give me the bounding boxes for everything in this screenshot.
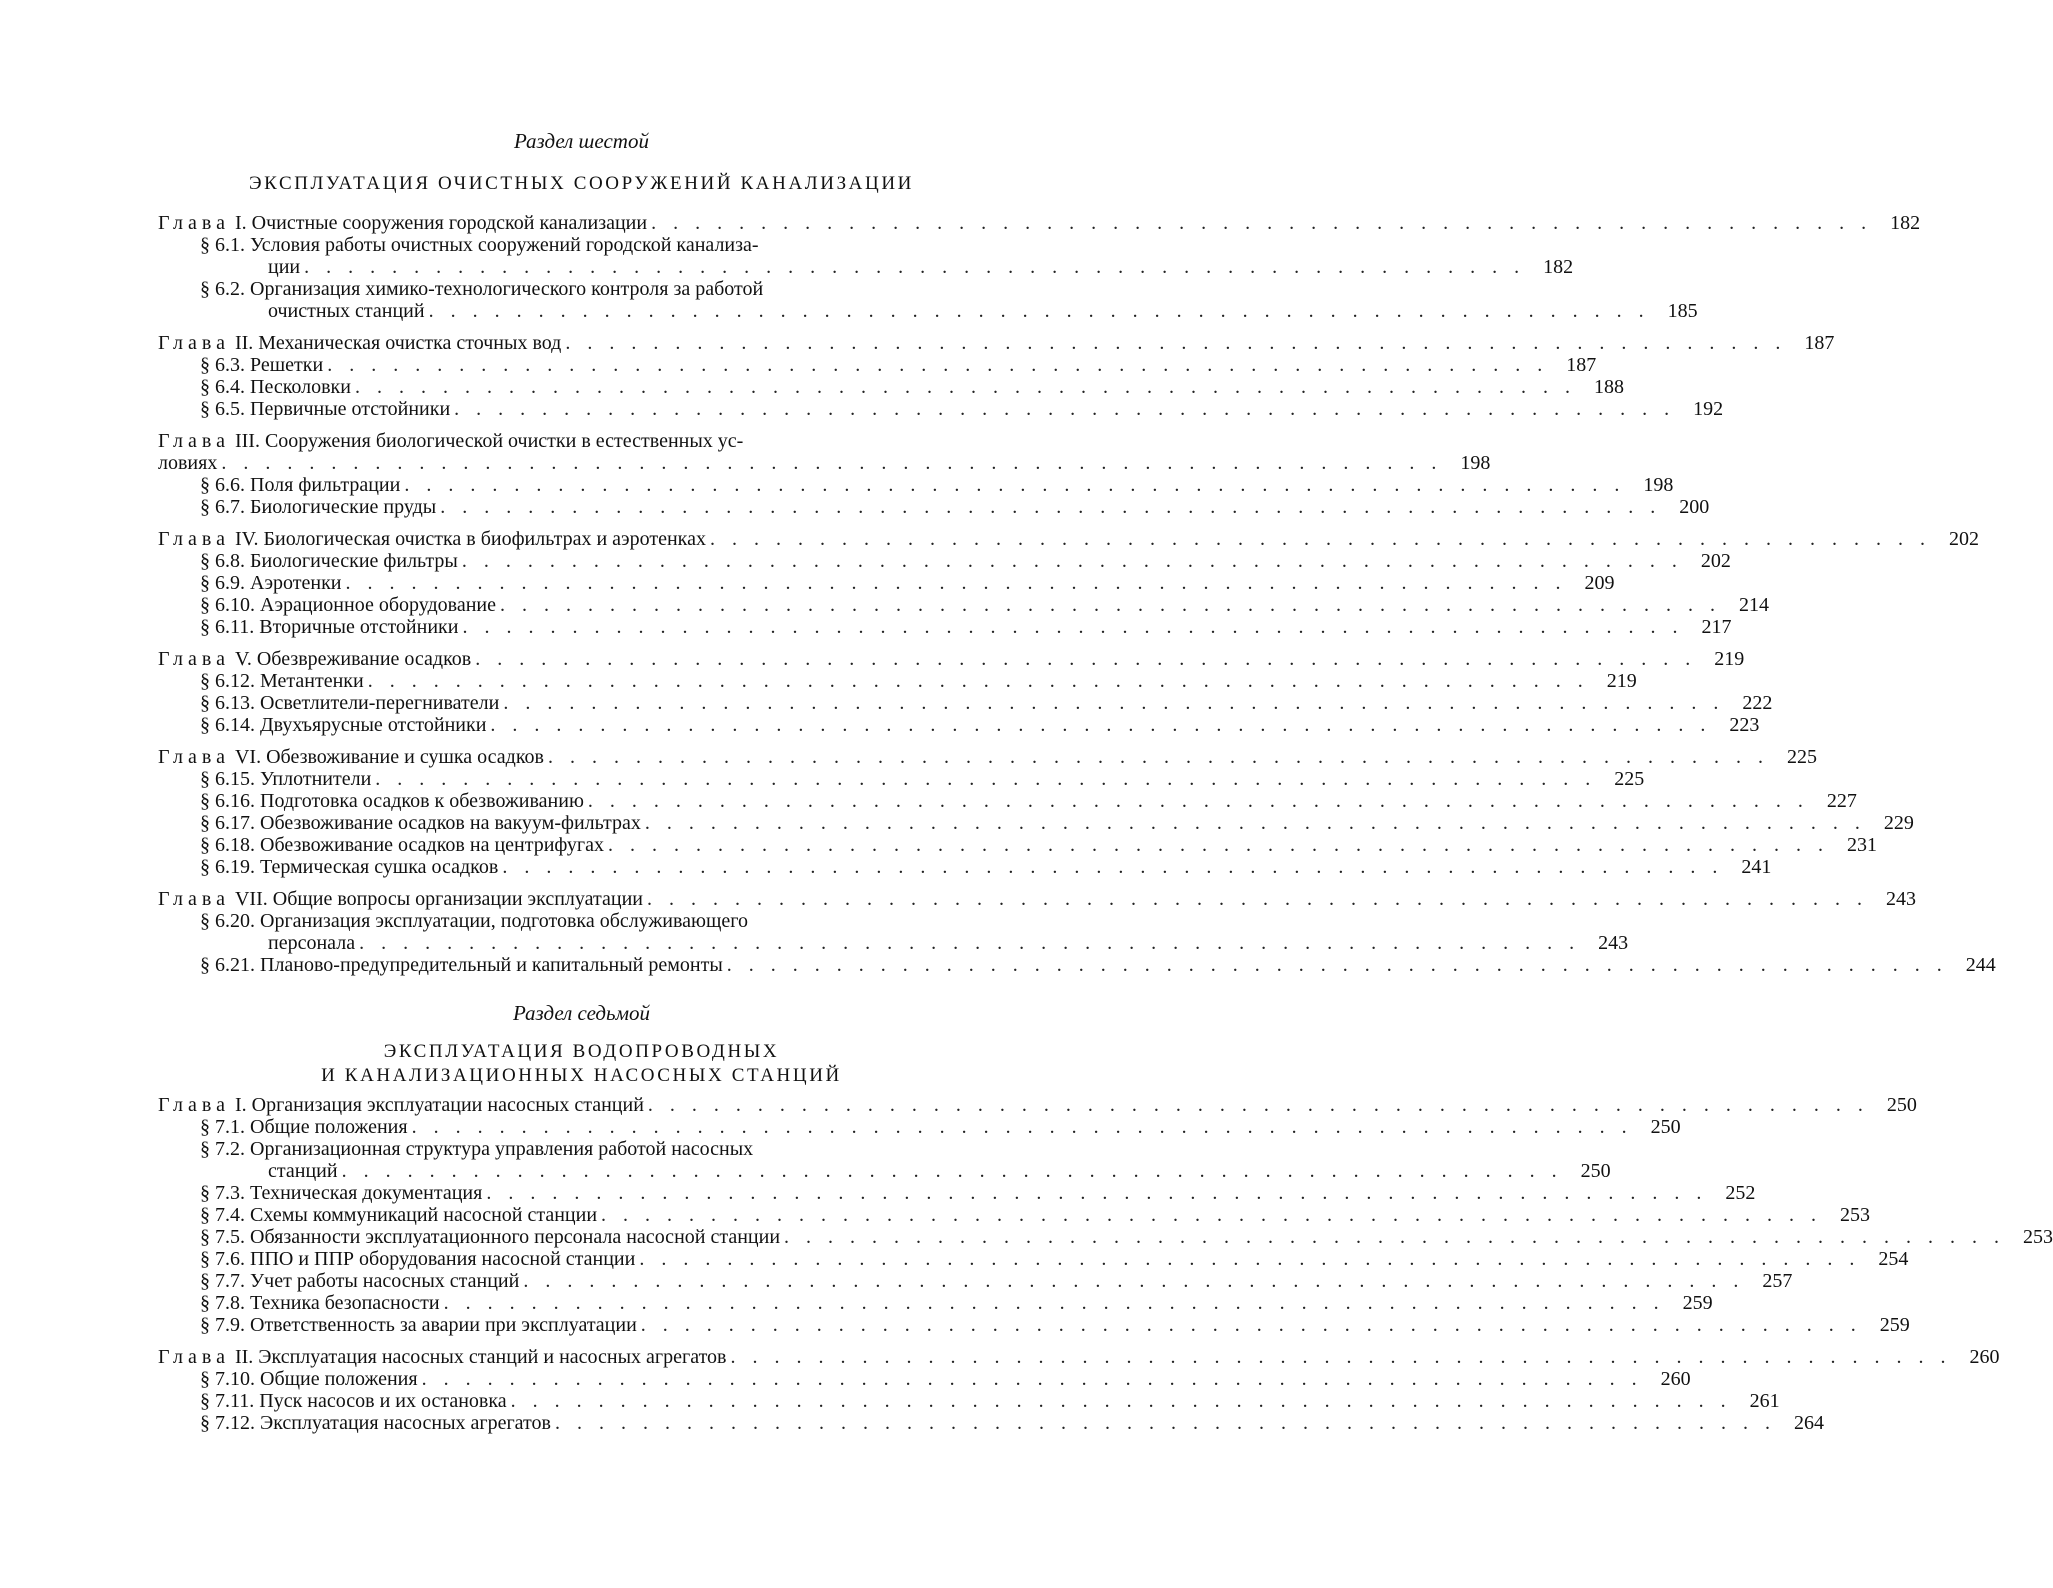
toc-entry-text <box>200 834 604 856</box>
toc-entry-title: II. Эксплуатация насосных станций и насосных агрегатов <box>234 1346 727 1368</box>
chapter-word: Глава <box>158 528 230 550</box>
dot-leader: . . . . . . . . . . . . . . . . . . . . . . . . . . . . . . . . . . . . . . . . . . . . . . . . . . . . . . . . <box>461 550 1683 572</box>
dot-leader: . . . . . . . . . . . . . . . . . . . . . . . . . . . . . . . . . . . . . . . . . . . . . . . . . . . . . . . . <box>640 1314 1862 1336</box>
toc-row <box>158 1390 1780 1412</box>
paragraph-number: § 7.8. <box>200 1292 245 1314</box>
dot-leader: . . . . . . . . . . . . . . . . . . . . . . . . . . . . . . . . . . . . . . . . . . . . . . . . . . . . . . . . <box>651 212 1873 234</box>
dot-leader: . . . . . . . . . . . . . . . . . . . . . . . . . . . . . . . . . . . . . . . . . . . . . . . . . . . . . . . . <box>730 1346 1952 1368</box>
toc-entry-text <box>268 1160 338 1182</box>
page-number: 253 <box>1840 1204 1871 1226</box>
toc-entry-title: I. Очистные сооружения городской канализации <box>234 212 648 234</box>
toc-entry-title: Поля фильтрации <box>250 474 401 496</box>
page-number: 264 <box>1793 1412 1824 1434</box>
toc-row <box>158 1138 992 1160</box>
dot-leader: . . . . . . . . . . . . . . . . . . . . . . . . . . . . . . . . . . . . . . . . . . . . . . . . . . . . . . . . <box>221 452 1443 474</box>
toc-entry-text <box>158 888 643 910</box>
dot-leader: . . . . . . . . . . . . . . . . . . . . . . . . . . . . . . . . . . . . . . . . . . . . . . . . . . . . . . . . <box>644 812 1866 834</box>
page-number: 252 <box>1725 1182 1756 1204</box>
page-number: 219 <box>1606 670 1637 692</box>
toc-entry-title: III. Сооружения биологической очистки в естественных ус- <box>234 430 744 452</box>
page-number: 227 <box>1826 790 1857 812</box>
toc-entry-text <box>268 300 425 322</box>
toc-entry-text <box>200 856 498 878</box>
page-number: 243 <box>1598 932 1629 954</box>
toc-row <box>158 812 1914 834</box>
dot-leader: . . . . . . . . . . . . . . . . . . . . . . . . . . . . . . . . . . . . . . . . . . . . . . . . . . . . . . . . <box>327 354 1549 376</box>
page-number: 200 <box>1679 496 1710 518</box>
toc-entry-text <box>268 932 355 954</box>
page-number: 259 <box>1879 1314 1910 1336</box>
toc-entry-text <box>200 790 584 812</box>
paragraph-number: § 6.9. <box>200 572 245 594</box>
paragraph-number: § 7.6. <box>200 1248 245 1270</box>
toc-entry-text <box>200 670 364 692</box>
toc-entry-title: Обезвоживание осадков на вакуум-фильтрах <box>260 812 641 834</box>
toc-entry-text <box>200 572 342 594</box>
toc-entry-text <box>158 648 471 670</box>
paragraph-number: § 6.11. <box>200 616 255 638</box>
toc-entry-title: Планово-предупредительный и капитальный ремонты <box>260 954 723 976</box>
page-number: 209 <box>1584 572 1615 594</box>
page-number: 214 <box>1739 594 1770 616</box>
toc-entry-title: персонала <box>268 932 356 954</box>
dot-leader: . . . . . . . . . . . . . . . . . . . . . . . . . . . . . . . . . . . . . . . . . . . . . . . . . . . . . . . . <box>454 398 1676 420</box>
toc-entry-title: Обезвоживание осадков на центрифугах <box>260 834 604 856</box>
toc-entry-text <box>200 234 759 256</box>
dot-leader: . . . . . . . . . . . . . . . . . . . . . . . . . . . . . . . . . . . . . . . . . . . . . . . . . . . . . . . . <box>547 746 1769 768</box>
page-number: 217 <box>1701 616 1732 638</box>
page-number: 225 <box>1786 746 1817 768</box>
toc-entry-text <box>200 692 499 714</box>
toc-entry-text <box>200 594 496 616</box>
toc-entry-text <box>200 954 723 976</box>
toc-entry-text <box>200 812 641 834</box>
paragraph-number: § 7.5. <box>200 1226 245 1248</box>
toc-entry-title: ции <box>268 256 301 278</box>
toc-row <box>158 1160 1611 1182</box>
page-number: 222 <box>1742 692 1773 714</box>
dot-leader: . . . . . . . . . . . . . . . . . . . . . . . . . . . . . . . . . . . . . . . . . . . . . . . . . . . . . . . . <box>726 954 1948 976</box>
paragraph-number: § 7.3. <box>200 1182 245 1204</box>
toc-entry-text <box>200 1292 440 1314</box>
toc-entry-title: ловиях <box>158 452 218 474</box>
dot-leader: . . . . . . . . . . . . . . . . . . . . . . . . . . . . . . . . . . . . . . . . . . . . . . . . . . . . . . . . <box>607 834 1829 856</box>
toc-entry-text <box>158 746 544 768</box>
toc-entry-title: Вторичные отстойники <box>259 616 459 638</box>
toc-row <box>158 932 1629 954</box>
page-number: 182 <box>1890 212 1921 234</box>
toc-entry-title: Организация эксплуатации, подготовка обслуживающего <box>260 910 748 932</box>
toc-entry-text <box>158 332 561 354</box>
toc-row <box>158 572 1615 594</box>
toc-row <box>158 648 1745 670</box>
paragraph-number: § 6.21. <box>200 954 255 976</box>
toc-row <box>158 1292 1713 1314</box>
paragraph-number: § 6.17. <box>200 812 255 834</box>
chapter-word: Глава <box>158 1094 230 1116</box>
toc-row <box>158 550 1731 572</box>
toc-row <box>158 714 1760 736</box>
toc-row <box>158 1226 2053 1248</box>
toc-row <box>158 594 1770 616</box>
page-number: 219 <box>1714 648 1745 670</box>
paragraph-number: § 7.7. <box>200 1270 245 1292</box>
toc-entry-text <box>200 1368 418 1390</box>
page-number: 250 <box>1650 1116 1681 1138</box>
toc-row <box>158 1368 1691 1390</box>
toc-entry-text <box>200 616 458 638</box>
toc-entry-text <box>200 376 351 398</box>
dot-leader: . . . . . . . . . . . . . . . . . . . . . . . . . . . . . . . . . . . . . . . . . . . . . . . . . . . . . . . . <box>443 1292 1665 1314</box>
dot-leader: . . . . . . . . . . . . . . . . . . . . . . . . . . . . . . . . . . . . . . . . . . . . . . . . . . . . . . . . <box>345 572 1567 594</box>
chapter-block <box>158 648 1773 736</box>
toc-row <box>158 616 1732 638</box>
dot-leader: . . . . . . . . . . . . . . . . . . . . . . . . . . . . . . . . . . . . . . . . . . . . . . . . . . . . . . . . <box>411 1116 1633 1138</box>
toc-entry-text <box>200 1182 482 1204</box>
toc-row <box>158 1270 1793 1292</box>
chapter-word: Глава <box>158 212 230 234</box>
toc-entry-text <box>200 354 323 376</box>
toc-entry-text <box>200 714 486 736</box>
dot-leader: . . . . . . . . . . . . . . . . . . . . . . . . . . . . . . . . . . . . . . . . . . . . . . . . . . . . . . . . <box>440 496 1662 518</box>
dot-leader: . . . . . . . . . . . . . . . . . . . . . . . . . . . . . . . . . . . . . . . . . . . . . . . . . . . . . . . . <box>354 376 1576 398</box>
toc-entry-text <box>200 496 436 518</box>
paragraph-number: § 6.16. <box>200 790 255 812</box>
toc-row <box>158 1094 1917 1116</box>
toc-entry-title: Общие положения <box>250 1116 408 1138</box>
toc-entry-text <box>158 430 743 452</box>
dot-leader: . . . . . . . . . . . . . . . . . . . . . . . . . . . . . . . . . . . . . . . . . . . . . . . . . . . . . . . . <box>709 528 1931 550</box>
toc-entry-title: Организация химико-технологического контроля за работой <box>250 278 764 300</box>
toc-entry-text <box>158 1094 644 1116</box>
toc-row <box>158 670 1637 692</box>
toc-entry-title: V. Обезвреживание осадков <box>234 648 472 670</box>
toc-entry-title: Песколовки <box>250 376 351 398</box>
chapter-block <box>158 1094 2053 1336</box>
toc-entry-text <box>200 1314 637 1336</box>
toc-entry-title: Аэрационное оборудование <box>260 594 497 616</box>
page-number: 187 <box>1566 354 1597 376</box>
toc-entry-text <box>200 1204 597 1226</box>
paragraph-number: § 6.20. <box>200 910 255 932</box>
toc-section-seven <box>158 1094 2053 1444</box>
toc-entry-text <box>158 528 706 550</box>
toc-entry-title: Схемы коммуникаций насосной станции <box>250 1204 598 1226</box>
page-number: 188 <box>1593 376 1624 398</box>
page-number: 185 <box>1667 300 1698 322</box>
toc-row <box>158 278 992 300</box>
toc-section-six <box>158 212 1996 986</box>
chapter-block <box>158 528 1979 638</box>
toc-row <box>158 300 1698 322</box>
paragraph-number: § 7.11. <box>200 1390 255 1412</box>
dot-leader: . . . . . . . . . . . . . . . . . . . . . . . . . . . . . . . . . . . . . . . . . . . . . . . . . . . . . . . . <box>565 332 1787 354</box>
page-number: 261 <box>1749 1390 1780 1412</box>
dot-leader: . . . . . . . . . . . . . . . . . . . . . . . . . . . . . . . . . . . . . . . . . . . . . . . . . . . . . . . . <box>587 790 1809 812</box>
toc-entry-title: станций <box>268 1160 338 1182</box>
toc-entry-title: Организационная структура управления работой насосных <box>250 1138 754 1160</box>
section-label: Раздел шестой <box>514 129 649 153</box>
section-six <box>0 128 1163 196</box>
toc-entry-text <box>200 910 748 932</box>
toc-row <box>158 1116 1681 1138</box>
toc-entry-title: Первичные отстойники <box>250 398 451 420</box>
toc-row <box>158 1182 1756 1204</box>
paragraph-number: § 6.10. <box>200 594 255 616</box>
dot-leader: . . . . . . . . . . . . . . . . . . . . . . . . . . . . . . . . . . . . . . . . . . . . . . . . . . . . . . . . <box>601 1204 1823 1226</box>
paragraph-number: § 7.9. <box>200 1314 245 1336</box>
dot-leader: . . . . . . . . . . . . . . . . . . . . . . . . . . . . . . . . . . . . . . . . . . . . . . . . . . . . . . . . <box>646 888 1868 910</box>
toc-row <box>158 1412 1824 1434</box>
toc-entry-title: IV. Биологическая очистка в биофильтрах и аэротенках <box>234 528 706 550</box>
paragraph-number: § 6.18. <box>200 834 255 856</box>
page-number: 225 <box>1614 768 1645 790</box>
toc-entry-title: Ответственность за аварии при эксплуатации <box>250 1314 637 1336</box>
page-number: 229 <box>1883 812 1914 834</box>
toc-entry-title: Биологические фильтры <box>250 550 458 572</box>
page-number: 192 <box>1693 398 1724 420</box>
dot-leader: . . . . . . . . . . . . . . . . . . . . . . . . . . . . . . . . . . . . . . . . . . . . . . . . . . . . . . . . <box>486 1182 1708 1204</box>
page-number: 250 <box>1886 1094 1917 1116</box>
paragraph-number: § 7.2. <box>200 1138 245 1160</box>
toc-entry-title: Биологические пруды <box>250 496 437 518</box>
toc-entry-title: Эксплуатация насосных агрегатов <box>260 1412 551 1434</box>
paragraph-number: § 7.10. <box>200 1368 255 1390</box>
toc-entry-title: Метантенки <box>260 670 364 692</box>
dot-leader: . . . . . . . . . . . . . . . . . . . . . . . . . . . . . . . . . . . . . . . . . . . . . . . . . . . . . . . . <box>502 856 1724 878</box>
toc-row <box>158 910 992 932</box>
toc-entry-title: VI. Обезвоживание и сушка осадков <box>234 746 544 768</box>
chapter-word: Глава <box>158 746 230 768</box>
toc-entry-title: I. Организация эксплуатации насосных станций <box>234 1094 644 1116</box>
toc-entry-text <box>200 550 458 572</box>
toc-row <box>158 528 1979 550</box>
toc-row <box>158 474 1674 496</box>
toc-entry-text <box>200 398 450 420</box>
toc-entry-text <box>200 1138 753 1160</box>
toc-row <box>158 1346 2000 1368</box>
toc-row <box>158 496 1710 518</box>
toc-entry-text <box>200 1390 507 1412</box>
page-number: 231 <box>1846 834 1877 856</box>
dot-leader: . . . . . . . . . . . . . . . . . . . . . . . . . . . . . . . . . . . . . . . . . . . . . . . . . . . . . . . . <box>523 1270 1745 1292</box>
paragraph-number: § 6.13. <box>200 692 255 714</box>
page-number: 241 <box>1741 856 1772 878</box>
page-number: 187 <box>1804 332 1835 354</box>
paragraph-number: § 6.2. <box>200 278 245 300</box>
toc-entry-title: Термическая сушка осадков <box>260 856 499 878</box>
paragraph-number: § 7.1. <box>200 1116 245 1138</box>
chapter-word: Глава <box>158 648 230 670</box>
toc-entry-text <box>200 1226 780 1248</box>
toc-row <box>158 1314 1910 1336</box>
toc-entry-title: Учет работы насосных станций <box>250 1270 520 1292</box>
toc-entry-title: Уплотнители <box>260 768 372 790</box>
dot-leader: . . . . . . . . . . . . . . . . . . . . . . . . . . . . . . . . . . . . . . . . . . . . . . . . . . . . . . . . <box>500 594 1722 616</box>
paragraph-number: § 6.3. <box>200 354 245 376</box>
toc-entry-text <box>200 1248 635 1270</box>
page-number: 260 <box>1969 1346 2000 1368</box>
chapter-block <box>158 888 1996 976</box>
toc-entry-title: Решетки <box>250 354 324 376</box>
dot-leader: . . . . . . . . . . . . . . . . . . . . . . . . . . . . . . . . . . . . . . . . . . . . . . . . . . . . . . . . <box>462 616 1684 638</box>
toc-entry-text <box>200 1116 408 1138</box>
page-number: 202 <box>1948 528 1979 550</box>
section-title: ЭКСПЛУАТАЦИЯ ОЧИСТНЫХ СООРУЖЕНИЙ КАНАЛИЗАЦИИ <box>249 173 914 194</box>
dot-leader: . . . . . . . . . . . . . . . . . . . . . . . . . . . . . . . . . . . . . . . . . . . . . . . . . . . . . . . . <box>503 692 1725 714</box>
toc-row <box>158 888 1916 910</box>
paragraph-number: § 6.5. <box>200 398 245 420</box>
dot-leader: . . . . . . . . . . . . . . . . . . . . . . . . . . . . . . . . . . . . . . . . . . . . . . . . . . . . . . . . <box>647 1094 1869 1116</box>
page-number: 223 <box>1729 714 1760 736</box>
chapter-word: Глава <box>158 430 230 452</box>
toc-entry-text <box>200 1270 519 1292</box>
page-number: 259 <box>1682 1292 1713 1314</box>
toc-entry-text <box>158 1346 727 1368</box>
dot-leader: . . . . . . . . . . . . . . . . . . . . . . . . . . . . . . . . . . . . . . . . . . . . . . . . . . . . . . . . <box>428 300 1650 322</box>
page-number: 254 <box>1878 1248 1909 1270</box>
toc-row <box>158 398 1724 420</box>
paragraph-number: § 6.6. <box>200 474 245 496</box>
toc-row <box>158 954 1996 976</box>
chapter-block <box>158 212 1921 322</box>
page-number: 244 <box>1965 954 1996 976</box>
toc-row <box>158 376 1624 398</box>
toc-row <box>158 430 992 452</box>
toc-row <box>158 452 1491 474</box>
page-number: 198 <box>1643 474 1674 496</box>
toc-row <box>158 354 1597 376</box>
paragraph-number: § 6.4. <box>200 376 245 398</box>
toc-entry-title: Обязанности эксплуатационного персонала насосной станции <box>250 1226 781 1248</box>
section-label: Раздел седьмой <box>513 1001 650 1025</box>
chapter-word: Глава <box>158 332 230 354</box>
dot-leader: . . . . . . . . . . . . . . . . . . . . . . . . . . . . . . . . . . . . . . . . . . . . . . . . . . . . . . . . <box>510 1390 1732 1412</box>
page-number: 253 <box>2023 1226 2053 1248</box>
page-number: 257 <box>1762 1270 1793 1292</box>
dot-leader: . . . . . . . . . . . . . . . . . . . . . . . . . . . . . . . . . . . . . . . . . . . . . . . . . . . . . . . . <box>404 474 1626 496</box>
section-title-line: ЭКСПЛУАТАЦИЯ ВОДОПРОВОДНЫХ <box>383 1041 780 1062</box>
toc-row <box>158 1204 1871 1226</box>
toc-row <box>158 332 1835 354</box>
paragraph-number: § 6.1. <box>200 234 245 256</box>
toc-entry-title: ППО и ППР оборудования насосной станции <box>250 1248 636 1270</box>
toc-entry-title: Подготовка осадков к обезвоживанию <box>260 790 584 812</box>
toc-entry-text <box>200 768 371 790</box>
toc-row <box>158 768 1645 790</box>
section-seven <box>0 1000 1163 1088</box>
dot-leader: . . . . . . . . . . . . . . . . . . . . . . . . . . . . . . . . . . . . . . . . . . . . . . . . . . . . . . . . <box>490 714 1712 736</box>
paragraph-number: § 7.4. <box>200 1204 245 1226</box>
toc-entry-title: Техника безопасности <box>250 1292 440 1314</box>
toc-entry-title: Двухъярусные отстойники <box>260 714 487 736</box>
paragraph-number: § 6.19. <box>200 856 255 878</box>
dot-leader: . . . . . . . . . . . . . . . . . . . . . . . . . . . . . . . . . . . . . . . . . . . . . . . . . . . . . . . . <box>341 1160 1563 1182</box>
toc-entry-text <box>200 1412 551 1434</box>
dot-leader: . . . . . . . . . . . . . . . . . . . . . . . . . . . . . . . . . . . . . . . . . . . . . . . . . . . . . . . . <box>639 1248 1861 1270</box>
toc-entry-title: Осветлители-перегниватели <box>260 692 500 714</box>
toc-entry-text <box>200 474 400 496</box>
chapter-word: Глава <box>158 1346 230 1368</box>
page-number: 202 <box>1700 550 1731 572</box>
dot-leader: . . . . . . . . . . . . . . . . . . . . . . . . . . . . . . . . . . . . . . . . . . . . . . . . . . . . . . . . <box>359 932 1581 954</box>
toc-entry-title: очистных станций <box>268 300 425 322</box>
toc-row <box>158 234 992 256</box>
toc-entry-text <box>268 256 300 278</box>
toc-row <box>158 256 1574 278</box>
toc-row <box>158 834 1877 856</box>
page-number: 250 <box>1580 1160 1611 1182</box>
toc-row <box>158 746 1817 768</box>
paragraph-number: § 6.15. <box>200 768 255 790</box>
toc-entry-title: Аэротенки <box>250 572 342 594</box>
chapter-block <box>158 1346 2000 1434</box>
chapter-block <box>158 332 1835 420</box>
toc-entry-title: II. Механическая очистка сточных вод <box>234 332 562 354</box>
dot-leader: . . . . . . . . . . . . . . . . . . . . . . . . . . . . . . . . . . . . . . . . . . . . . . . . . . . . . . . . <box>367 670 1589 692</box>
paragraph-number: § 6.7. <box>200 496 245 518</box>
toc-entry-text <box>200 278 763 300</box>
toc-entry-text <box>158 212 647 234</box>
toc-row <box>158 212 1921 234</box>
chapter-block <box>158 746 1914 878</box>
paragraph-number: § 6.14. <box>200 714 255 736</box>
dot-leader: . . . . . . . . . . . . . . . . . . . . . . . . . . . . . . . . . . . . . . . . . . . . . . . . . . . . . . . . <box>304 256 1526 278</box>
toc-row <box>158 790 1857 812</box>
toc-entry-title: Общие положения <box>260 1368 418 1390</box>
dot-leader: . . . . . . . . . . . . . . . . . . . . . . . . . . . . . . . . . . . . . . . . . . . . . . . . . . . . . . . . <box>375 768 1597 790</box>
dot-leader: . . . . . . . . . . . . . . . . . . . . . . . . . . . . . . . . . . . . . . . . . . . . . . . . . . . . . . . . <box>475 648 1697 670</box>
toc-row <box>158 692 1773 714</box>
dot-leader: . . . . . . . . . . . . . . . . . . . . . . . . . . . . . . . . . . . . . . . . . . . . . . . . . . . . . . . . <box>421 1368 1643 1390</box>
page-number: 260 <box>1660 1368 1691 1390</box>
dot-leader: . . . . . . . . . . . . . . . . . . . . . . . . . . . . . . . . . . . . . . . . . . . . . . . . . . . . . . . . <box>784 1226 2006 1248</box>
chapter-word: Глава <box>158 888 230 910</box>
page-number: 243 <box>1885 888 1916 910</box>
toc-row <box>158 1248 1909 1270</box>
page-number: 182 <box>1543 256 1574 278</box>
paragraph-number: § 6.12. <box>200 670 255 692</box>
toc-entry-title: Пуск насосов и их остановка <box>259 1390 507 1412</box>
toc-row <box>158 856 1772 878</box>
paragraph-number: § 7.12. <box>200 1412 255 1434</box>
toc-entry-text <box>158 452 217 474</box>
page-number: 198 <box>1460 452 1491 474</box>
toc-entry-title: Техническая документация <box>250 1182 483 1204</box>
chapter-block <box>158 430 1710 518</box>
section-title-line: И КАНАЛИЗАЦИОННЫХ НАСОСНЫХ СТАНЦИЙ <box>321 1065 842 1086</box>
paragraph-number: § 6.8. <box>200 550 245 572</box>
toc-entry-title: Условия работы очистных сооружений городской канализа- <box>250 234 759 256</box>
dot-leader: . . . . . . . . . . . . . . . . . . . . . . . . . . . . . . . . . . . . . . . . . . . . . . . . . . . . . . . . <box>554 1412 1776 1434</box>
toc-entry-title: VII. Общие вопросы организации эксплуатации <box>234 888 643 910</box>
